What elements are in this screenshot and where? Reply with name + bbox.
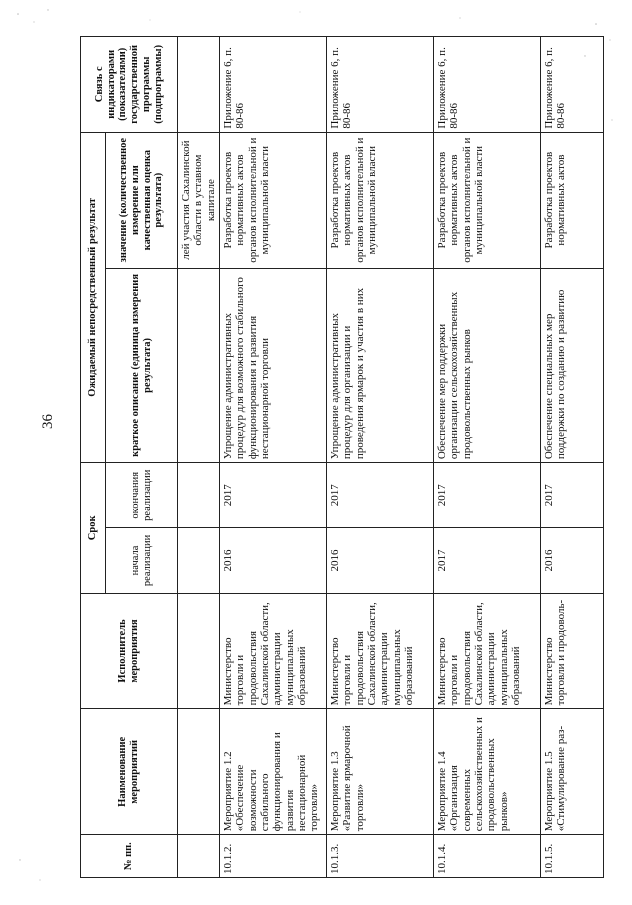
row-num: 10.1.2.: [219, 835, 326, 878]
row-name: Мероприятие 1.3 «Развитие ярмарочной торговли»: [326, 709, 433, 835]
continuation-value: лей участия Сахалинской области в уставном капитале: [178, 132, 220, 268]
cell-empty: [178, 463, 220, 528]
header-term-start: начала реализации: [106, 528, 178, 593]
row-executor: Министерство торговли и продоволь-: [540, 593, 603, 709]
row-start: 2016: [540, 528, 603, 593]
measures-table: [80, 36, 604, 878]
row-start: 2016: [326, 528, 433, 593]
row-end: 2017: [219, 463, 326, 528]
row-start: 2017: [433, 528, 540, 593]
row-link: Приложение 6, п. 80-86: [540, 37, 603, 133]
row-brief: Обеспечение мер поддержки организации сельскохозяйственных продовольственных рынков: [433, 268, 540, 463]
cell-empty: [178, 709, 220, 835]
row-link: Приложение 6, п. 80-86: [433, 37, 540, 133]
row-name: Мероприятие 1.5 «Стимулирование раз-: [540, 709, 603, 835]
rotated-table-wrapper: [80, 36, 601, 878]
row-value: Разработка проектов нормативных актов: [540, 132, 603, 268]
cell-empty: [178, 37, 220, 133]
table-row: [326, 37, 433, 878]
row-value: Разработка проектов нормативных актов органов исполнительной и муниципальной власти: [326, 132, 433, 268]
header-link: Связь с индикаторами (показателями) государственной программы (подпрограммы): [81, 37, 178, 133]
row-end: 2017: [326, 463, 433, 528]
row-value: Разработка проектов нормативных актов органов исполнительной и муниципальной власти: [219, 132, 326, 268]
table-row: [433, 37, 540, 878]
row-name: Мероприятие 1.4 «Организация современных сельскохозяйственных и продовольственных рынков»: [433, 709, 540, 835]
header-name: Наименование мероприятий: [81, 709, 178, 835]
row-num: 10.1.5.: [540, 835, 603, 878]
table-row: [540, 37, 603, 878]
row-brief: Обеспечение специальных мер поддержки по созданию и развитию: [540, 268, 603, 463]
row-brief: Упрощение административных процедур для возможного стабильного функционирования и развития нестационарной торговли: [219, 268, 326, 463]
row-link: Приложение 6, п. 80-86: [219, 37, 326, 133]
page-number: 36: [40, 414, 56, 429]
header-row-1: [81, 37, 106, 878]
row-end: 2017: [433, 463, 540, 528]
row-executor: Министерство торговли и продовольствия Сахалинской области, администрации муниципальных образований: [326, 593, 433, 709]
continuation-row: [178, 37, 220, 878]
row-executor: Министерство торговли и продовольствия Сахалинской области, администрации муниципальных образований: [433, 593, 540, 709]
row-num: 10.1.4.: [433, 835, 540, 878]
header-term: Срок: [81, 463, 106, 593]
row-executor: Министерство торговли и продовольствия Сахалинской области, администрации муниципальных образований: [219, 593, 326, 709]
row-value: Разработка проектов нормативных актов органов исполнительной и муниципальной власти: [433, 132, 540, 268]
header-term-end: окончания реализации: [106, 463, 178, 528]
cell-empty: [178, 268, 220, 463]
row-link: Приложение 6, п. 80-86: [326, 37, 433, 133]
table-row: [219, 37, 326, 878]
row-name: Мероприятие 1.2 «Обеспечение возможности стабильного функционирования и развития нестационарной торговли»: [219, 709, 326, 835]
header-executor: Исполнитель мероприятия: [81, 593, 178, 709]
row-num: 10.1.3.: [326, 835, 433, 878]
cell-empty: [178, 835, 220, 878]
header-num: № пп.: [81, 835, 178, 878]
row-start: 2016: [219, 528, 326, 593]
cell-empty: [178, 593, 220, 709]
header-value: значение (количественное измерение или качественная оценка результата): [106, 132, 178, 268]
header-brief: краткое описание (единица измерения результата): [106, 268, 178, 463]
row-brief: Упрощение административных процедур для организации и проведения ярмарок и участия в них: [326, 268, 433, 463]
header-expected: Ожидаемый непосредственный результат: [81, 132, 106, 463]
cell-empty: [178, 528, 220, 593]
row-end: 2017: [540, 463, 603, 528]
